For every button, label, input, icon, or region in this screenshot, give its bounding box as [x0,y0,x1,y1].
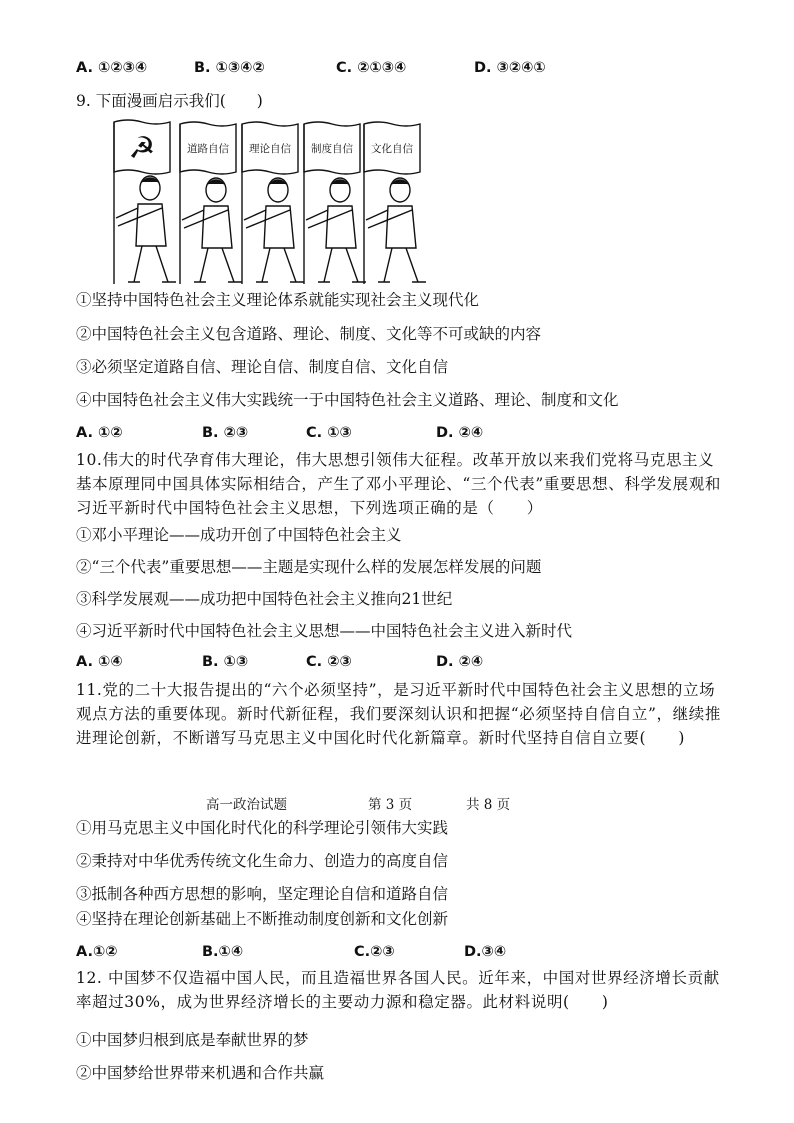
q8-option-b: B. ①③④② [194,60,265,76]
q10-stem: 10.伟大的时代孕育伟大理论，伟大思想引领伟大征程。改革开放以来我们党将马克思主义基本原理同中国具体实际相结合，产生了邓小平理论、“三个代表”重要思想、科学发展观和习近平新时代中国特色社会主义思想，下列选项正确的是（ ） [76,451,721,517]
q9-options [76,423,724,443]
q10-statement-4: ④习近平新时代中国特色社会主义思想——中国特色社会主义进入新时代 [76,622,573,640]
q10-statement-1: ①邓小平理论——成功开创了中国特色社会主义 [76,526,402,544]
q9-option-a: A. ①② [76,425,123,441]
q8-option-a: A. ①②③④ [76,60,148,76]
comic-flag-label-road: 道路自信 [187,143,229,155]
footer-subject: 高一政治试题 [206,797,287,813]
q9-statement-1: ①坚持中国特色社会主义理论体系就能实现社会主义现代化 [76,291,480,309]
q9-statement-2: ②中国特色社会主义包含道路、理论、制度、文化等不可或缺的内容 [76,325,542,343]
q9-option-c: C. ①③ [306,425,352,441]
q12-stem: 12. 中国梦不仅造福中国人民，而且造福世界各国人民。近年来，中国对世界经济增长贡献率超过30%，成为世界经济增长的主要动力源和稳定器。此材料说明( ) [76,969,720,1011]
q12-statement-1: ①中国梦归根到底是奉献世界的梦 [76,1031,309,1049]
q11-statement-4: ④坚持在理论创新基础上不断推动制度创新和文化创新 [76,910,449,928]
q10-options [76,652,724,672]
q9-stem: 9. 下面漫画启示我们( ) [76,92,263,110]
q9-statement-4: ④中国特色社会主义伟大实践统一于中国特色社会主义道路、理论、制度和文化 [76,391,619,409]
q9-statement-3: ③必须坚定道路自信、理论自信、制度自信、文化自信 [76,358,449,376]
q10-statement-2: ②“三个代表”重要思想——主题是实现什么样的发展怎样发展的问题 [76,558,542,576]
comic-flag-emblem: ☭ [128,131,156,166]
footer-total-pages: 共 8 页 [466,797,511,813]
q8-option-c: C. ②①③④ [336,60,407,76]
q10-option-c: C. ②③ [306,654,352,670]
comic-flag-label-system: 制度自信 [311,143,353,155]
q11-option-a: A.①② [76,944,118,960]
q10-option-d: D. ②④ [436,654,484,670]
q11-option-b: B.①④ [202,944,244,960]
q10-statement-3: ③科学发展观——成功把中国特色社会主义推向21世纪 [76,590,453,608]
q8-options [76,58,724,78]
q10-option-b: B. ①③ [202,654,249,670]
q11-statement-2: ②秉持对中华优秀传统文化生命力、创造力的高度自信 [76,852,449,870]
comic-illustration [108,114,438,286]
q11-options [76,942,724,962]
q8-option-d: D. ③②④① [474,60,546,76]
q9-option-b: B. ②③ [202,425,249,441]
q12-statement-2: ②中国梦给世界带来机遇和合作共赢 [76,1064,325,1082]
q11-option-c: C.②③ [354,944,395,960]
q11-option-d: D.③④ [464,944,507,960]
comic-figures [116,176,426,282]
footer-page-number: 第 3 页 [368,797,413,813]
q10-option-a: A. ①④ [76,654,123,670]
q11-statement-1: ①用马克思主义中国化时代化的科学理论引领伟大实践 [76,819,449,837]
comic-flag-label-theory: 理论自信 [249,143,291,155]
comic-flag-label-culture: 文化自信 [371,143,413,155]
q9-option-d: D. ②④ [436,425,484,441]
q11-stem: 11.党的二十大报告提出的“六个必须坚持”，是习近平新时代中国特色社会主义思想的立场观点方法的重要体现。新时代新征程，我们要深刻认识和把握“必须坚持自信自立”，继续推进理论创新，不断谱写马克思主义中国化时代化新篇章。新时代坚持自信自立要( ) [76,681,721,747]
q11-statement-3: ③抵制各种西方思想的影响，坚定理论自信和道路自信 [76,885,449,903]
